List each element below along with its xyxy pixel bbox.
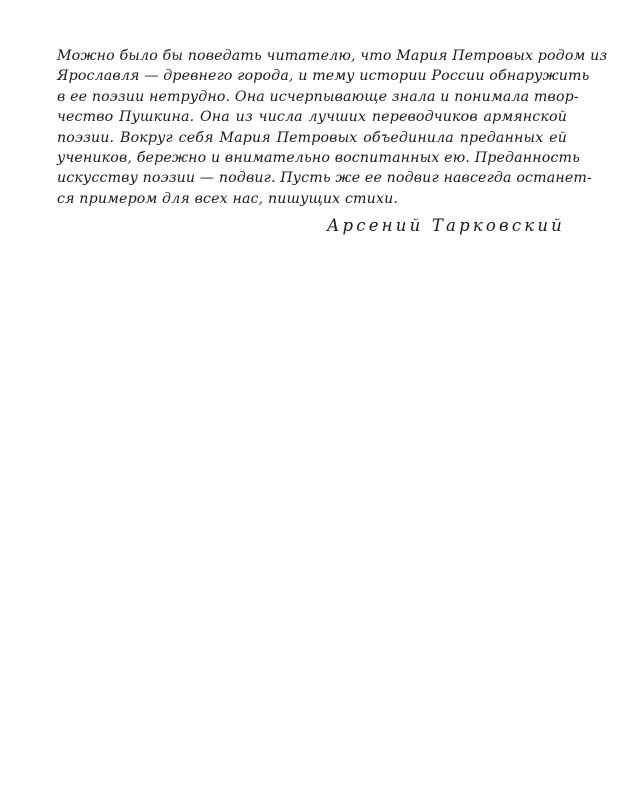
paragraph-line-2: Ярославля — древнего города, и тему истории России обнаружить [57,68,590,85]
paragraph-line-8: ся примером для всех нас, пишущих стихи. [57,190,399,207]
paragraph-line-5: поэзии. Вокруг себя Мария Петровых объединила преданных ей [57,129,567,146]
paragraph-line-7: искусству поэзии — подвиг. Пусть же ее подвиг навсегда останет- [57,170,592,187]
paragraph-line-3: в ее поэзии нетрудно. Она исчерпывающе знала и понимала твор- [57,88,579,105]
paragraph-line-1: Можно было бы поведать читателю, что Мария Петровых родом из [57,48,608,64]
author-signature: Арсений Тарковский [326,216,565,235]
body-paragraph [57,46,608,209]
paragraph-line-4: чество Пушкина. Она из числа лучших переводчиков армянской [57,109,567,126]
paragraph-line-6: учеников, бережно и внимательно воспитанных ею. Преданность [57,149,580,166]
